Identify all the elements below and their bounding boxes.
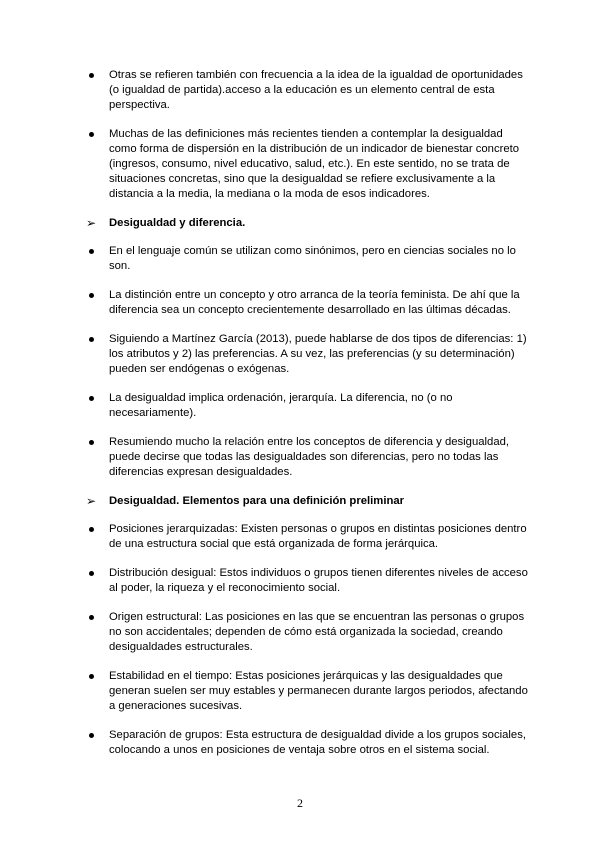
list-item-text: La desigualdad implica ordenación, jerarquía. La diferencia, no (o no necesariamente). (109, 392, 453, 419)
list-item (88, 244, 528, 274)
list-item (88, 610, 528, 655)
list-item-text: Separación de grupos: Esta estructura de desigualdad divide a los grupos sociales, colocando a unos en posiciones de ventaja sobre otros en el sistema social. (109, 729, 526, 756)
bullet-icon (89, 396, 94, 401)
bullet-icon (89, 73, 94, 78)
bullet-icon (89, 440, 94, 445)
list-item (88, 522, 528, 552)
page-content (88, 68, 528, 758)
list-item (88, 127, 528, 202)
list-item (88, 288, 528, 318)
list-item-text: Posiciones jerarquizadas: Existen personas o grupos en distintas posiciones dentro de una estructura social que está organizada de forma jerárquica. (109, 523, 527, 550)
section-title: Desigualdad. Elementos para una definición preliminar (109, 495, 405, 507)
bullet-icon (89, 615, 94, 620)
bullet-icon (89, 527, 94, 532)
list-item-text: Otras se refieren también con frecuencia a la idea de la igualdad de oportunidades (o igualdad de partida).acceso a la educación es un elemento central de esta perspectiva. (109, 69, 523, 111)
bullet-icon (89, 733, 94, 738)
list-item-text: Estabilidad en el tiempo: Estas posiciones jerárquicas y las desigualdades que generan suelen ser muy estables y permanecen durante largos periodos, afectando a generaciones sucesivas. (109, 670, 528, 712)
list-item (88, 728, 528, 758)
list-item (88, 566, 528, 596)
list-item (88, 391, 528, 421)
bullet-icon (89, 132, 94, 137)
bullet-icon (89, 674, 94, 679)
section-heading (88, 494, 528, 509)
bullet-icon (89, 337, 94, 342)
page-number: 2 (297, 796, 303, 810)
list-item (88, 669, 528, 714)
list-item-text: Resumiendo mucho la relación entre los conceptos de diferencia y desigualdad, puede decirse que todas las desigualdades son diferencias, pero no todas las diferencias expresan desigualdades. (109, 436, 510, 478)
list-item-text: En el lenguaje común se utilizan como sinónimos, pero en ciencias sociales no lo son. (109, 245, 516, 272)
bullet-icon (89, 249, 94, 254)
list-item-text: Muchas de las definiciones más recientes tienden a contemplar la desigualdad como forma de dispersión en la distribución de un indicador de bienestar concreto (ingresos, consumo, nivel educativo, salud, etc.). En este sentido, no se trata de situaciones concretas, sino que la desigualdad se refiere exclusivamente a la distancia a la media, la mediana o la moda de esos indicadores. (109, 128, 520, 200)
arrow-bullet-icon: ➢ (86, 216, 97, 230)
list-item-text: La distinción entre un concepto y otro arranca de la teoría feminista. De ahí que la diferencia sea un concepto crecientemente desarrollado en las últimas décadas. (109, 289, 520, 316)
list-item-text: Origen estructural: Las posiciones en las que se encuentran las personas o grupos no son accidentales; dependen de cómo está organizada la sociedad, creando desigualdades estructurales. (109, 611, 525, 653)
arrow-bullet-icon: ➢ (86, 494, 97, 508)
list-item-text: Distribución desigual: Estos individuos o grupos tienen diferentes niveles de acceso al poder, la riqueza y el reconocimiento social. (109, 567, 528, 594)
bullet-icon (89, 293, 94, 298)
list-item (88, 435, 528, 480)
section-heading (88, 216, 528, 231)
section-title: Desigualdad y diferencia. (109, 217, 246, 229)
list-item (88, 68, 528, 113)
bullet-icon (89, 571, 94, 576)
list-item-text: Siguiendo a Martínez García (2013), puede hablarse de dos tipos de diferencias: 1) los atributos y 2) las preferencias. A su vez, las preferencias (y su determinación) pueden ser endógenas o exógenas. (109, 333, 527, 375)
list-item (88, 332, 528, 377)
